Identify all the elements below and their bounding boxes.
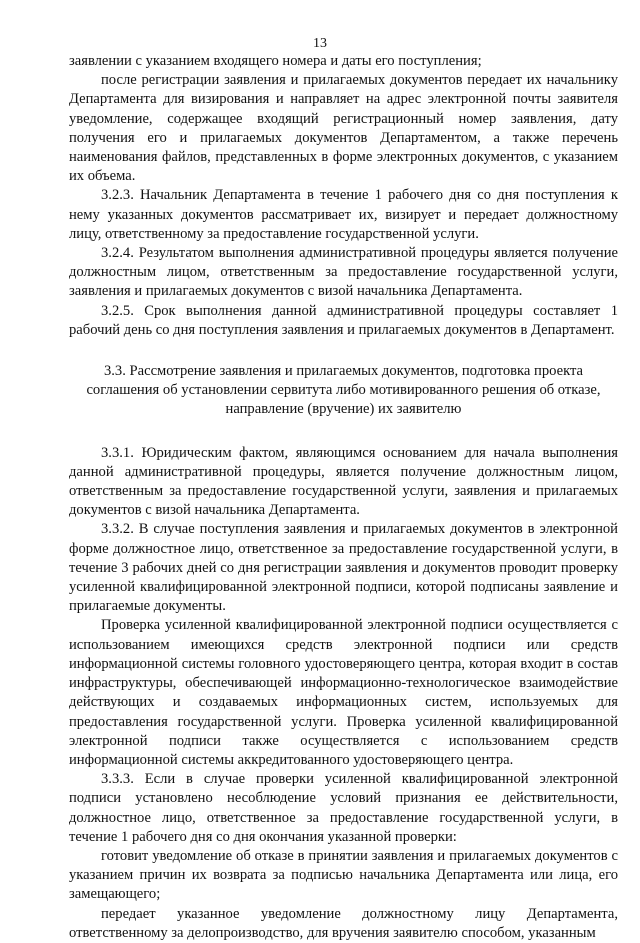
paragraph-signature-check: Проверка усиленной квалифицированной электронной подписи осуществляется с использованием имеющихся средств электронной подписи или средств информационной системы головного удостоверяющего центра, которая входит в состав инфраструктуры, обеспечивающей информационно-технологическое взаимодействие действующих и создаваемых информационных систем, используемых для предоставления государственной услуги. Проверка усиленной квалифицированной электронной подписи также осуществляется с использованием средств информационной системы аккредитованного удостоверяющего центра. xyxy=(69,617,618,768)
paragraph-3-3-3: 3.3.3. Если в случае проверки усиленной квалифицированной электронной подписи установлено несоблюдение условий признания ее действительности, должностное лицо, ответственное за предоставление государственной услуги, в течение 1 рабочего дня со дня окончания указанной проверки: xyxy=(69,771,618,845)
paragraph-3-2-3: 3.2.3. Начальник Департамента в течение 1 рабочего дня со дня поступления к нему указанных документов рассматривает их, визирует и передает должностному лицу, ответственному за предоставление государственной услуги. xyxy=(69,187,618,242)
section-heading-line-2: соглашения об установлении сервитута либо мотивированного решения об отказе, xyxy=(86,382,601,399)
section-heading-3-3 xyxy=(69,362,618,420)
paragraph-3-2-5: 3.2.5. Срок выполнения данной административной процедуры составляет 1 рабочий день со дня поступления заявления и прилагаемых документов в Департамент. xyxy=(69,302,618,338)
paragraph-3-2-4: 3.2.4. Результатом выполнения административной процедуры является получение должностным лицом, ответственным за предоставление государственной услуги, заявления и прилагаемых документов с визой начальника Департамента. xyxy=(69,245,618,300)
paragraph-3-3-2: 3.3.2. В случае поступления заявления и прилагаемых документов в электронной форме должностное лицо, ответственное за предоставление государственной услуги, в течение 3 рабочих дней со дня регистрации заявления и документов проводит проверку усиленной квалифицированной электронной подписи, которой подписаны заявление и прилагаемые документы. xyxy=(69,521,618,615)
paragraph-continuation: заявлении с указанием входящего номера и даты его поступления; xyxy=(69,53,482,69)
paragraph-3-3-1: 3.3.1. Юридическим фактом, являющимся основанием для начала выполнения данной административной процедуры, является получение должностным лицом, ответственным за предоставление государственной услуги, заявления и прилагаемых документов с визой начальника Департамента. xyxy=(69,444,618,519)
section-heading-line-1: 3.3. Рассмотрение заявления и прилагаемых документов, подготовка проекта xyxy=(103,363,584,380)
section-heading-line-3: направление (вручение) их заявителю xyxy=(225,401,462,418)
paragraph-transfers-notice: передает указанное уведомление должностному лицу Департамента, ответственному за делопроизводство, для вручения заявителю способом, указанным xyxy=(69,905,618,941)
paragraph-after-registration: после регистрации заявления и прилагаемых документов передает их начальнику Департамента для визирования и направляет на адрес электронной почты заявителя уведомление, содержащее входящий регистрационный номер заявления, дату получения его и прилагаемых документов Департаментом, а также перечень наименования файлов, представленных в форме электронных документов, с указанием их объема. xyxy=(69,72,618,185)
page-number: 13 xyxy=(313,36,327,51)
paragraph-prepares-notice: готовит уведомление об отказе в принятии заявления и прилагаемых документов с указанием причин их возврата за подписью начальника Департамента или лица, его замещающего; xyxy=(69,847,618,903)
document-body xyxy=(69,52,618,943)
